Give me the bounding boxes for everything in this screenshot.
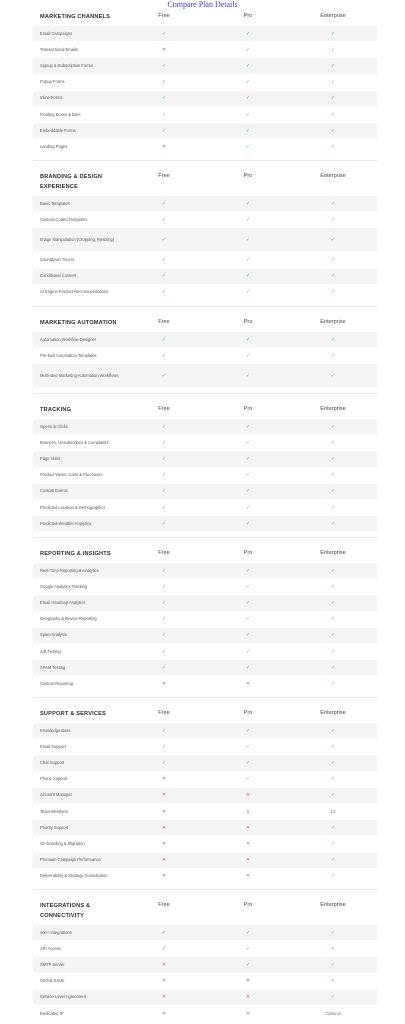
- check-icon: ✓: [245, 616, 251, 623]
- feature-rows: [33, 25, 377, 155]
- feature-label: Opens & Clicks: [40, 423, 68, 429]
- check-icon: ✓: [330, 111, 336, 118]
- check-icon: ✓: [330, 273, 336, 280]
- check-icon: ✓: [161, 352, 167, 359]
- check-icon: ✓: [330, 994, 336, 1001]
- plan-value: 10: [330, 808, 336, 814]
- cross-icon: ✕: [245, 857, 251, 864]
- section-title: SUPPORT & SERVICES: [40, 711, 106, 717]
- check-icon: ✓: [161, 648, 167, 655]
- table-row: [33, 331, 377, 347]
- check-icon: ✓: [245, 583, 251, 590]
- feature-label: Account Manager: [40, 792, 73, 798]
- feature-label: On-boarding & Migration: [40, 840, 85, 846]
- check-icon: ✓: [330, 439, 336, 446]
- check-icon: ✓: [245, 929, 251, 936]
- section-title: REPORTING & INSIGHTS: [40, 551, 111, 557]
- check-icon: ✓: [245, 423, 251, 430]
- feature-rows: [33, 562, 377, 692]
- check-icon: ✓: [245, 46, 251, 53]
- section-header: [33, 9, 377, 25]
- check-icon: ✓: [161, 664, 167, 671]
- feature-label: Floating Boxes & Bars: [40, 111, 81, 117]
- table-row: [33, 347, 377, 363]
- check-icon: ✓: [161, 372, 167, 379]
- feature-label: SPAM Testing: [40, 664, 66, 670]
- cross-icon: ✕: [161, 994, 167, 1001]
- feature-label: 100+ Integrations: [40, 929, 72, 935]
- feature-rows: [33, 418, 377, 531]
- check-icon: ✓: [245, 143, 251, 150]
- check-icon: ✓: [330, 79, 336, 86]
- table-row: [33, 467, 377, 483]
- check-icon: ✓: [245, 111, 251, 118]
- cross-icon: ✕: [161, 808, 167, 815]
- cross-icon: ✕: [161, 1010, 167, 1017]
- table-row: [33, 611, 377, 627]
- check-icon: ✓: [330, 873, 336, 880]
- check-icon: ✓: [330, 372, 336, 379]
- check-icon: ✓: [330, 567, 336, 574]
- feature-label: Embeddable Forms: [40, 127, 76, 133]
- feature-label: Google Analytics Tracking: [40, 583, 88, 589]
- table-row: [33, 251, 377, 267]
- cross-icon: ✕: [161, 824, 167, 831]
- check-icon: ✓: [161, 599, 167, 606]
- table-row: [33, 57, 377, 73]
- feature-label: Image Manipulation (Cropping, Resizing): [40, 236, 115, 242]
- cross-icon: ✕: [161, 978, 167, 985]
- check-icon: ✓: [330, 616, 336, 623]
- section-divider: [33, 697, 377, 698]
- table-row: [33, 227, 377, 251]
- check-icon: ✓: [330, 289, 336, 296]
- check-icon: ✓: [161, 520, 167, 527]
- feature-label: Predicted Location & Demographics: [40, 504, 106, 510]
- feature-label: Real-Time Reporting & Analytics: [40, 567, 99, 573]
- check-icon: ✓: [245, 945, 251, 952]
- cross-icon: ✕: [245, 840, 251, 847]
- cross-icon: ✕: [245, 680, 251, 687]
- check-icon: ✓: [330, 62, 336, 69]
- check-icon: ✓: [245, 256, 251, 263]
- check-icon: ✓: [161, 743, 167, 750]
- column-header-pro: Pro: [243, 406, 253, 412]
- table-row: [33, 195, 377, 211]
- check-icon: ✓: [161, 929, 167, 936]
- table-row: [33, 924, 377, 940]
- check-icon: ✓: [330, 504, 336, 511]
- check-icon: ✓: [245, 336, 251, 343]
- check-icon: ✓: [161, 289, 167, 296]
- section-divider: [33, 537, 377, 538]
- table-row: [33, 25, 377, 41]
- check-icon: ✓: [330, 648, 336, 655]
- feature-label: Page Visits: [40, 455, 61, 461]
- check-icon: ✓: [245, 472, 251, 479]
- feature-label: Conditional Content: [40, 272, 76, 278]
- feature-label: Email Heatmap Analytics: [40, 599, 86, 605]
- feature-label: Bounces, Unsubscribes & Complaints: [40, 439, 109, 445]
- table-row: [33, 973, 377, 989]
- check-icon: ✓: [330, 488, 336, 495]
- table-row: [33, 578, 377, 594]
- table-row: [33, 627, 377, 643]
- cross-icon: ✕: [245, 978, 251, 985]
- column-header-free: Free: [158, 550, 170, 556]
- section-divider: [33, 393, 377, 394]
- check-icon: ✓: [330, 30, 336, 37]
- check-icon: ✓: [245, 372, 251, 379]
- table-row: [33, 74, 377, 90]
- table-row: [33, 106, 377, 122]
- check-icon: ✓: [330, 664, 336, 671]
- column-header-pro: Pro: [243, 173, 253, 179]
- cross-icon: ✕: [161, 143, 167, 150]
- feature-rows: [33, 331, 377, 387]
- table-row: [33, 754, 377, 770]
- check-icon: ✓: [330, 143, 336, 150]
- check-icon: ✓: [161, 616, 167, 623]
- check-icon: ✓: [330, 929, 336, 936]
- column-header-enterprise: Enterprise: [320, 902, 346, 908]
- check-icon: ✓: [161, 423, 167, 430]
- check-icon: ✓: [245, 127, 251, 134]
- cross-icon: ✕: [161, 857, 167, 864]
- section-title: MARKETING CHANNELS: [40, 14, 111, 20]
- table-row: [33, 868, 377, 884]
- column-header-free: Free: [158, 173, 170, 179]
- feature-rows: [33, 924, 377, 1021]
- check-icon: ✓: [330, 632, 336, 639]
- table-row: [33, 722, 377, 738]
- feature-label: API Access: [40, 945, 61, 951]
- column-header-pro: Pro: [243, 13, 253, 19]
- section-tracking: [33, 402, 377, 531]
- cross-icon: ✕: [161, 840, 167, 847]
- table-row: [33, 1005, 377, 1021]
- feature-label: Landing Pages: [40, 143, 68, 149]
- check-icon: ✓: [330, 520, 336, 527]
- feature-label: Popup Forms: [40, 78, 65, 84]
- table-row: [33, 434, 377, 450]
- check-icon: ✓: [330, 127, 336, 134]
- cross-icon: ✕: [161, 776, 167, 783]
- section-header: [33, 315, 377, 331]
- check-icon: ✓: [330, 776, 336, 783]
- feature-label: Geography & Device Reporting: [40, 615, 97, 621]
- cross-icon: ✕: [161, 680, 167, 687]
- check-icon: ✓: [161, 567, 167, 574]
- column-header-enterprise: Enterprise: [320, 550, 346, 556]
- table-row: [33, 594, 377, 610]
- table-row: [33, 675, 377, 691]
- feature-label: Dedicated IP: [40, 1010, 64, 1016]
- check-icon: ✓: [161, 95, 167, 102]
- check-icon: ✓: [161, 200, 167, 207]
- section-integrations-connectivity: [33, 898, 377, 1021]
- check-icon: ✓: [245, 727, 251, 734]
- check-icon: ✓: [330, 336, 336, 343]
- feature-label: Custom Events: [40, 488, 68, 494]
- check-icon: ✓: [330, 472, 336, 479]
- section-marketing-automation: [33, 315, 377, 387]
- check-icon: ✓: [245, 759, 251, 766]
- check-icon: ✓: [245, 79, 251, 86]
- check-icon: ✓: [330, 824, 336, 831]
- section-header: [33, 546, 377, 562]
- check-icon: ✓: [161, 216, 167, 223]
- section-divider: [33, 889, 377, 890]
- check-icon: ✓: [330, 945, 336, 952]
- check-icon: ✓: [330, 961, 336, 968]
- feature-label: Multi-step Marketing Automation Workflows: [40, 372, 119, 378]
- check-icon: ✓: [245, 455, 251, 462]
- check-icon: ✓: [245, 488, 251, 495]
- check-icon: ✓: [330, 680, 336, 687]
- check-icon: ✓: [245, 599, 251, 606]
- column-header-pro: Pro: [243, 550, 253, 556]
- feature-label: Deliverability & Strategy Consultation: [40, 873, 108, 879]
- column-header-enterprise: Enterprise: [320, 319, 346, 325]
- check-icon: ✓: [330, 840, 336, 847]
- section-header: [33, 169, 377, 195]
- check-icon: ✓: [245, 439, 251, 446]
- check-icon: ✓: [245, 743, 251, 750]
- check-icon: ✓: [161, 62, 167, 69]
- feature-label: AI Engine Product Recommendations: [40, 289, 109, 295]
- check-icon: ✓: [245, 520, 251, 527]
- column-header-enterprise: Enterprise: [320, 173, 346, 179]
- check-icon: ✓: [330, 792, 336, 799]
- column-header-enterprise: Enterprise: [320, 13, 346, 19]
- feature-label: Phone Support: [40, 775, 68, 781]
- feature-label: Premium Campaign Performance: [40, 856, 101, 862]
- cross-icon: ✕: [245, 792, 251, 799]
- feature-rows: [33, 722, 377, 884]
- check-icon: ✓: [330, 455, 336, 462]
- check-icon: ✓: [161, 79, 167, 86]
- table-row: [33, 418, 377, 434]
- check-icon: ✓: [330, 256, 336, 263]
- check-icon: ✓: [245, 62, 251, 69]
- check-icon: ✓: [161, 472, 167, 479]
- column-header-free: Free: [158, 13, 170, 19]
- section-header: [33, 706, 377, 722]
- section-marketing-channels: [33, 9, 377, 155]
- feature-label: Basic Templates: [40, 200, 70, 206]
- feature-label: Email Campaigns: [40, 30, 73, 36]
- feature-label: Knowledge Base: [40, 727, 71, 733]
- table-row: [33, 499, 377, 515]
- column-header-pro: Pro: [243, 319, 253, 325]
- cross-icon: ✕: [161, 873, 167, 880]
- feature-label: Service-Level Agreement: [40, 994, 86, 1000]
- column-header-free: Free: [158, 319, 170, 325]
- plan-value: 5: [246, 808, 250, 814]
- check-icon: ✓: [245, 95, 251, 102]
- feature-label: Spam Analysis: [40, 632, 67, 638]
- section-divider: [33, 160, 377, 161]
- table-row: [33, 852, 377, 868]
- table-row: [33, 41, 377, 57]
- table-row: [33, 940, 377, 956]
- feature-label: Inline Forms: [40, 95, 63, 101]
- check-icon: ✓: [245, 632, 251, 639]
- table-row: [33, 787, 377, 803]
- feature-label: Predicted Weather Analytics: [40, 520, 92, 526]
- feature-label: A/B Testing: [40, 648, 61, 654]
- check-icon: ✓: [245, 961, 251, 968]
- feature-label: Email Support: [40, 743, 66, 749]
- check-icon: ✓: [161, 111, 167, 118]
- table-row: [33, 284, 377, 300]
- check-icon: ✓: [245, 567, 251, 574]
- section-title: BRANDING & DESIGN EXPERIENCE: [40, 174, 103, 190]
- cross-icon: ✕: [245, 1010, 251, 1017]
- cross-icon: ✕: [161, 792, 167, 799]
- check-icon: ✓: [245, 273, 251, 280]
- table-row: [33, 138, 377, 154]
- check-icon: ✓: [161, 439, 167, 446]
- section-title: INTEGRATIONS & CONNECTIVITY: [40, 903, 91, 919]
- table-row: [33, 738, 377, 754]
- section-title: TRACKING: [40, 407, 72, 413]
- check-icon: ✓: [330, 583, 336, 590]
- cross-icon: ✕: [245, 824, 251, 831]
- column-header-free: Free: [158, 710, 170, 716]
- check-icon: ✓: [245, 289, 251, 296]
- column-header-enterprise: Enterprise: [320, 710, 346, 716]
- section-header: [33, 402, 377, 418]
- check-icon: ✓: [245, 504, 251, 511]
- table-row: [33, 659, 377, 675]
- table-row: [33, 835, 377, 851]
- table-row: [33, 211, 377, 227]
- check-icon: ✓: [245, 216, 251, 223]
- check-icon: ✓: [330, 423, 336, 430]
- table-row: [33, 562, 377, 578]
- feature-label: Pre-built Automation Templates: [40, 352, 97, 358]
- column-header-free: Free: [158, 406, 170, 412]
- check-icon: ✓: [161, 504, 167, 511]
- feature-label: SMTP Server: [40, 961, 65, 967]
- table-row: [33, 803, 377, 819]
- table-row: [33, 363, 377, 387]
- check-icon: ✓: [245, 30, 251, 37]
- cross-icon: ✕: [161, 46, 167, 53]
- check-icon: ✓: [330, 857, 336, 864]
- check-icon: ✓: [330, 200, 336, 207]
- feature-label: Automation Workflow Designer: [40, 336, 97, 342]
- check-icon: ✓: [161, 127, 167, 134]
- table-row: [33, 268, 377, 284]
- check-icon: ✓: [161, 236, 167, 243]
- check-icon: ✓: [245, 200, 251, 207]
- table-row: [33, 956, 377, 972]
- check-icon: ✓: [245, 776, 251, 783]
- check-icon: ✓: [161, 945, 167, 952]
- check-icon: ✓: [330, 978, 336, 985]
- column-header-enterprise: Enterprise: [320, 406, 346, 412]
- check-icon: ✓: [245, 664, 251, 671]
- cross-icon: ✕: [161, 961, 167, 968]
- check-icon: ✓: [330, 352, 336, 359]
- check-icon: ✓: [330, 216, 336, 223]
- plan-value: Optional: [325, 1010, 341, 1016]
- check-icon: ✓: [330, 95, 336, 102]
- section-support-services: [33, 706, 377, 884]
- feature-label: Custom-Coded Templates: [40, 216, 88, 222]
- check-icon: ✓: [330, 236, 336, 243]
- feature-label: Signup & Subscription Forms: [40, 62, 94, 68]
- table-row: [33, 819, 377, 835]
- check-icon: ✓: [161, 583, 167, 590]
- feature-rows: [33, 195, 377, 300]
- check-icon: ✓: [330, 727, 336, 734]
- check-icon: ✓: [161, 336, 167, 343]
- section-header: [33, 898, 377, 924]
- check-icon: ✓: [330, 743, 336, 750]
- check-icon: ✓: [161, 488, 167, 495]
- check-icon: ✓: [161, 273, 167, 280]
- table-row: [33, 989, 377, 1005]
- table-row: [33, 483, 377, 499]
- section-reporting-insights: [33, 546, 377, 692]
- table-row: [33, 450, 377, 466]
- table-row: [33, 515, 377, 531]
- check-icon: ✓: [330, 46, 336, 53]
- check-icon: ✓: [161, 727, 167, 734]
- table-row: [33, 771, 377, 787]
- table-row: [33, 122, 377, 138]
- check-icon: ✓: [161, 455, 167, 462]
- column-header-pro: Pro: [243, 710, 253, 716]
- section-branding-design-experience: [33, 169, 377, 300]
- feature-label: Countdown Timers: [40, 256, 75, 262]
- feature-label: Team Members: [40, 808, 69, 814]
- column-header-pro: Pro: [243, 902, 253, 908]
- feature-label: Product Views, Carts & Purchases: [40, 471, 103, 477]
- check-icon: ✓: [161, 632, 167, 639]
- check-icon: ✓: [161, 256, 167, 263]
- check-icon: ✓: [161, 759, 167, 766]
- table-row: [33, 90, 377, 106]
- feature-label: Chat Support: [40, 759, 65, 765]
- feature-label: SSO & SAML: [40, 977, 65, 983]
- cross-icon: ✕: [245, 994, 251, 1001]
- table-row: [33, 643, 377, 659]
- section-title: MARKETING AUTOMATION: [40, 320, 117, 326]
- check-icon: ✓: [245, 352, 251, 359]
- feature-label: Custom Reporting: [40, 680, 73, 686]
- column-header-free: Free: [158, 902, 170, 908]
- feature-label: Transactional Emails: [40, 46, 78, 52]
- check-icon: ✓: [161, 30, 167, 37]
- feature-label: Priority Support: [40, 824, 69, 830]
- check-icon: ✓: [245, 236, 251, 243]
- page-title: Compare Plan Details: [167, 0, 238, 9]
- check-icon: ✓: [330, 759, 336, 766]
- check-icon: ✓: [330, 599, 336, 606]
- check-icon: ✓: [245, 648, 251, 655]
- cross-icon: ✕: [245, 873, 251, 880]
- section-divider: [33, 306, 377, 307]
